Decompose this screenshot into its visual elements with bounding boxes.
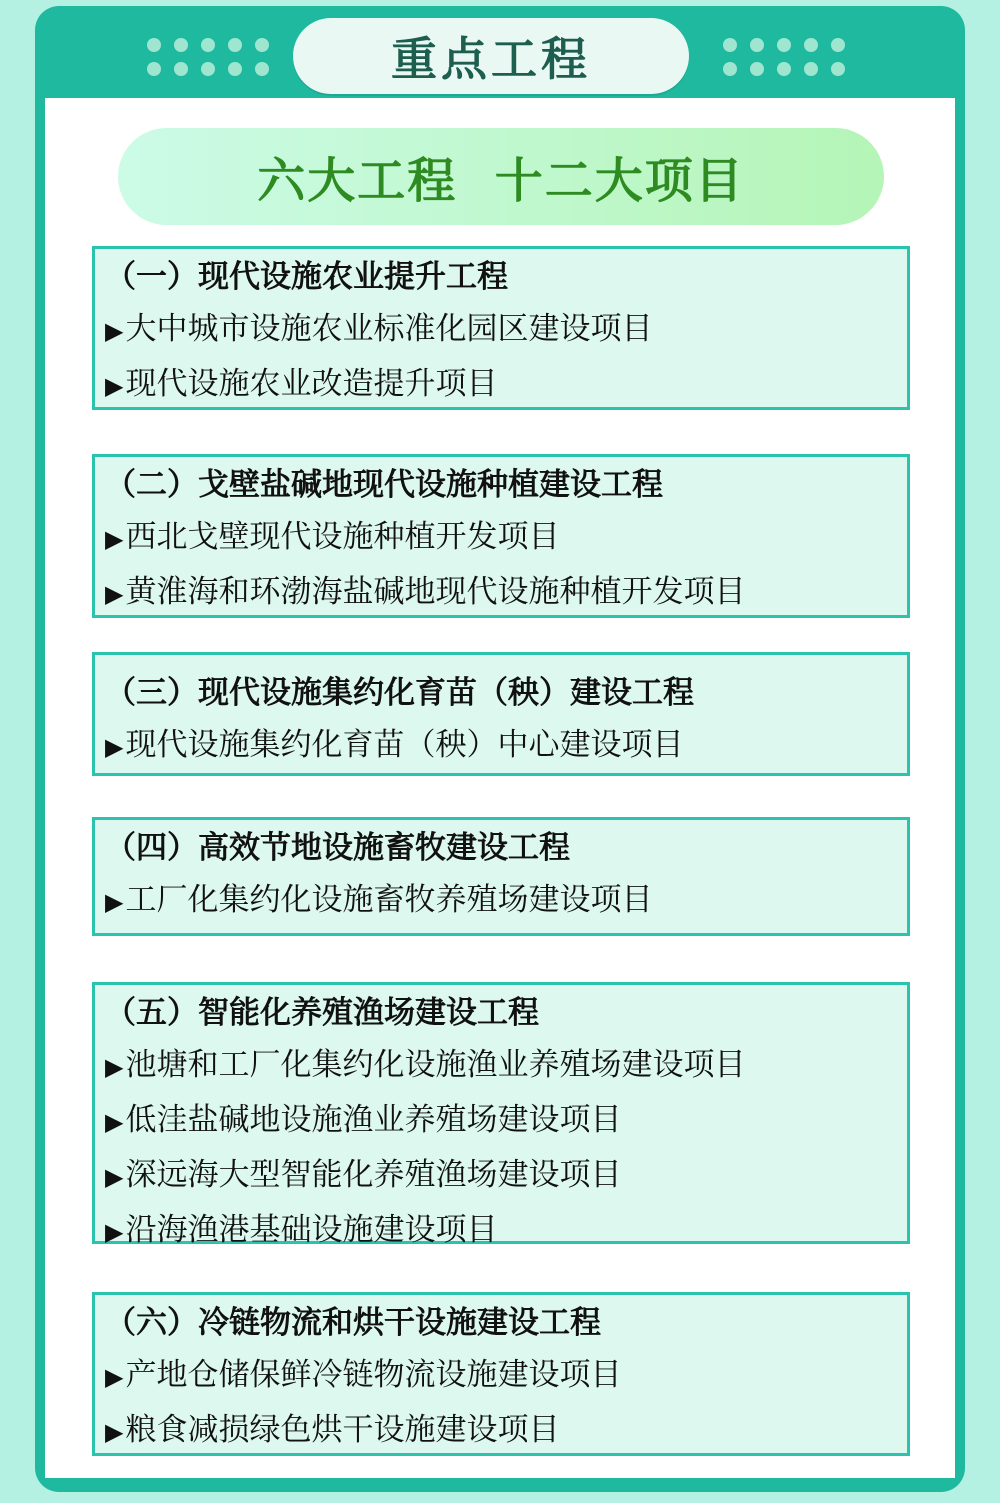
project-label: 低洼盐碱地设施渔业养殖场建设项目 (125, 1102, 622, 1138)
triangle-bullet-icon: ▶ (105, 372, 124, 400)
project-label: 深远海大型智能化养殖渔场建设项目 (125, 1157, 622, 1193)
triangle-bullet-icon: ▶ (105, 1163, 124, 1191)
project-item (105, 511, 907, 566)
project-label: 黄淮海和环渤海盐碱地现代设施种植开发项目 (125, 574, 746, 610)
project-item (105, 1039, 907, 1094)
project-item (105, 1349, 907, 1404)
project-label: 大中城市设施农业标准化园区建设项目 (125, 311, 653, 347)
section-heading: （五）智能化养殖渔场建设工程 (105, 995, 539, 1031)
project-item (105, 303, 907, 358)
section-heading: （六）冷链物流和烘干设施建设工程 (105, 1305, 601, 1341)
triangle-bullet-icon: ▶ (105, 733, 124, 761)
title-banner (293, 18, 689, 94)
project-label: 沿海渔港基础设施建设项目 (125, 1212, 498, 1248)
section-box (92, 982, 910, 1248)
decorative-dots-right (723, 38, 845, 78)
decorative-dots-left (147, 38, 269, 78)
subtitle: 六大工程 十二大项目 (257, 153, 745, 209)
project-label: 工厂化集约化设施畜牧养殖场建设项目 (125, 882, 653, 918)
triangle-bullet-icon: ▶ (105, 317, 124, 345)
section-heading: （一）现代设施农业提升工程 (105, 259, 508, 295)
project-label: 粮食减损绿色烘干设施建设项目 (125, 1412, 560, 1448)
triangle-bullet-icon: ▶ (105, 580, 124, 608)
project-item (105, 1094, 907, 1149)
section-box (92, 246, 910, 410)
triangle-bullet-icon: ▶ (105, 525, 124, 553)
project-item (105, 566, 907, 621)
project-label: 现代设施农业改造提升项目 (125, 366, 498, 402)
project-label: 现代设施集约化育苗（秧）中心建设项目 (125, 727, 684, 763)
section-heading: （三）现代设施集约化育苗（秧）建设工程 (105, 675, 694, 711)
project-item (105, 719, 907, 774)
triangle-bullet-icon: ▶ (105, 1218, 124, 1246)
section-box (92, 1292, 910, 1456)
project-item (105, 874, 907, 929)
page-title: 重点工程 (391, 32, 591, 86)
triangle-bullet-icon: ▶ (105, 1053, 124, 1081)
subtitle-banner (118, 128, 884, 225)
triangle-bullet-icon: ▶ (105, 1363, 124, 1391)
project-label: 池塘和工厂化集约化设施渔业养殖场建设项目 (125, 1047, 746, 1083)
triangle-bullet-icon: ▶ (105, 1418, 124, 1446)
project-item (105, 1404, 907, 1459)
section-heading: （二）戈壁盐碱地现代设施种植建设工程 (105, 467, 663, 503)
project-item (105, 358, 907, 413)
project-label: 西北戈壁现代设施种植开发项目 (125, 519, 560, 555)
section-heading: （四）高效节地设施畜牧建设工程 (105, 830, 570, 866)
section-box (92, 652, 910, 776)
project-item (105, 1149, 907, 1204)
section-box (92, 817, 910, 936)
project-label: 产地仓储保鲜冷链物流设施建设项目 (125, 1357, 622, 1393)
triangle-bullet-icon: ▶ (105, 1108, 124, 1136)
section-box (92, 454, 910, 618)
project-item (105, 1204, 907, 1259)
triangle-bullet-icon: ▶ (105, 888, 124, 916)
